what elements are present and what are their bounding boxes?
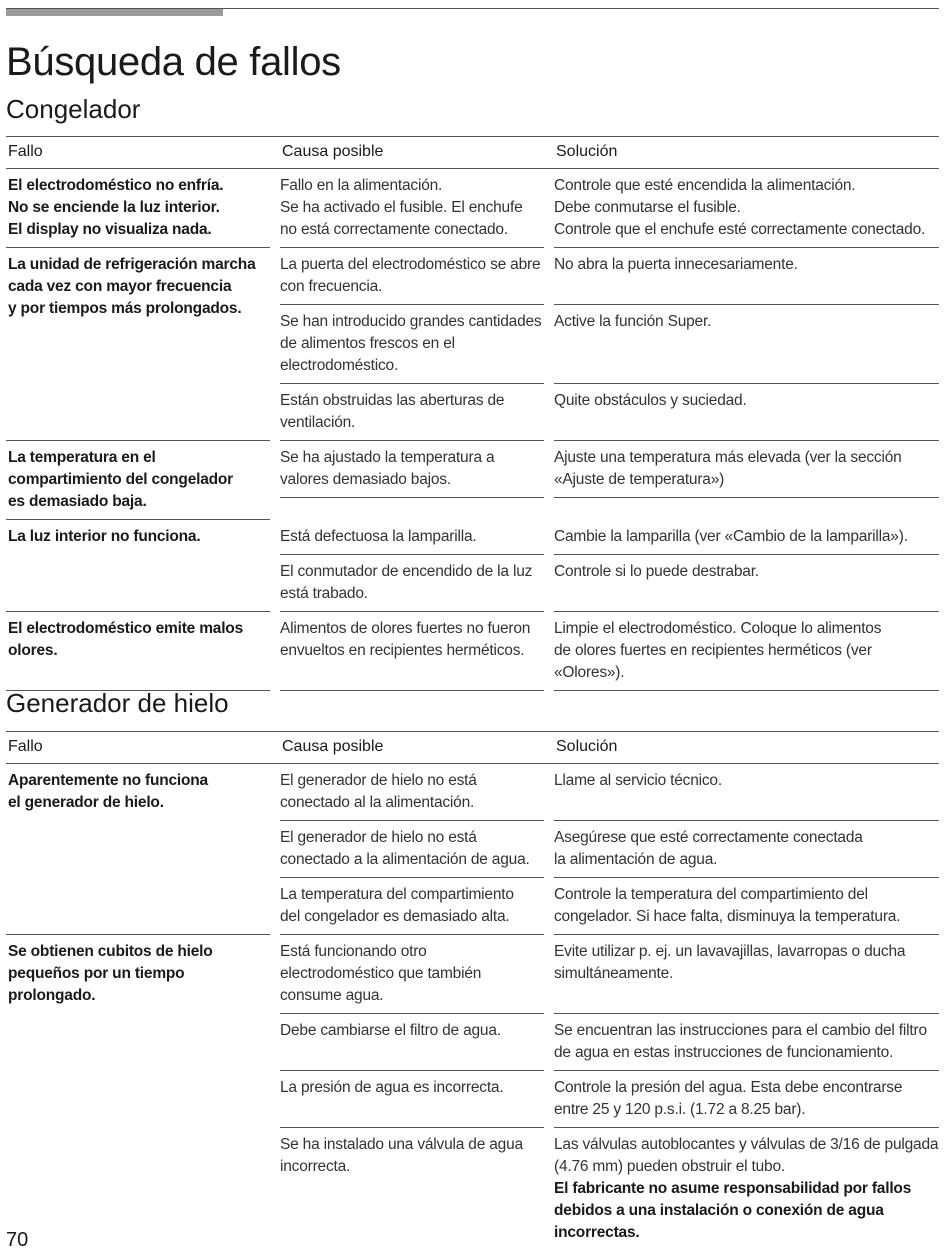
causa-cell: Fallo en la alimentación. Se ha activado el fusible. El enchufe no está correctamente conectado. <box>280 169 544 248</box>
solucion-text: Controle la presión del agua. Esta debe encontrarse entre 25 y 120 p.s.i. (1.72 a 8.25 bar). <box>554 1079 903 1118</box>
fallo-cell: Se obtienen cubitos de hielo pequeños por un tiempo prolongado. <box>8 943 213 1004</box>
fallo-cell: La unidad de refrigeración marcha cada vez con mayor frecuencia y por tiempos más prolongados. <box>6 248 270 441</box>
solucion-text: No abra la puerta innecesariamente. <box>554 256 798 273</box>
solucion-cell <box>554 935 939 1014</box>
header-solucion: Solución <box>556 738 618 755</box>
header-causa: Causa posible <box>282 738 384 755</box>
table-generador-hielo <box>6 731 939 1250</box>
header-fallo: Fallo <box>8 738 43 755</box>
solucion-text: Controle que esté encendida la alimentación. Debe conmutarse el fusible. Controle que el enchufe esté correctamente conectado. <box>554 177 926 238</box>
table-body <box>6 169 939 691</box>
causa-cell: El generador de hielo no está conectado a la alimentación de agua. <box>280 821 544 878</box>
cause-solution-row <box>280 764 939 821</box>
cause-solution-row <box>280 555 939 612</box>
solucion-text: Ajuste una temperatura más elevada (ver la sección «Ajuste de temperatura») <box>554 449 902 488</box>
cause-solution-row <box>280 878 939 935</box>
cause-solution-row <box>280 935 939 1014</box>
solucion-cell <box>554 169 939 248</box>
fallo-cell: El electrodoméstico emite malos olores. <box>6 612 270 691</box>
cause-solution-row <box>280 1014 939 1071</box>
solucion-text: Asegúrese que esté correctamente conectada la alimentación de agua. <box>554 829 863 868</box>
causa-cell: La temperatura del compartimiento del congelador es demasiado alta. <box>280 878 544 935</box>
causa-cell: Está defectuosa la lamparilla. <box>280 520 544 555</box>
causa-cell: El conmutador de encendido de la luz está trabado. <box>280 555 544 612</box>
solucion-text: Controle si lo puede destrabar. <box>554 563 759 580</box>
cause-solution-row <box>280 441 939 498</box>
table-row <box>6 169 939 248</box>
warning-note: El fabricante no asume responsabilidad por fallos debidos a una instalación o conexión de agua incorrectas. <box>554 1180 912 1241</box>
section-title-generador-hielo: Generador de hielo <box>6 688 229 718</box>
causa-cell: Está funcionando otro electrodoméstico que también consume agua. <box>280 935 544 1014</box>
table-congelador <box>6 136 939 691</box>
causa-cell: Alimentos de olores fuertes no fueron envueltos en recipientes herméticos. <box>280 612 544 691</box>
table-row <box>6 441 939 520</box>
solucion-cell <box>554 1071 939 1128</box>
table-header <box>6 731 939 764</box>
fallo-cell: El electrodoméstico no enfría. No se enciende la luz interior. El display no visualiza nada. <box>6 169 270 248</box>
solucion-cell <box>554 520 939 555</box>
causa-cell: El generador de hielo no está conectado al la alimentación. <box>280 764 544 821</box>
solucion-cell <box>554 764 939 821</box>
table-body <box>6 764 939 1250</box>
causa-cell: Se ha instalado una válvula de agua incorrecta. <box>280 1136 523 1175</box>
solucion-text: Llame al servicio técnico. <box>554 772 722 789</box>
cause-solution-row <box>280 305 939 384</box>
solucion-text: Las válvulas autoblocantes y válvulas de 3/16 de pulgada (4.76 mm) pueden obstruir el tubo. <box>554 1136 939 1175</box>
cause-solution-row <box>280 520 939 555</box>
solucion-text: Quite obstáculos y suciedad. <box>554 392 747 409</box>
solucion-cell <box>554 1128 939 1250</box>
section-title-congelador: Congelador <box>6 94 141 124</box>
causa-cell: Se han introducido grandes cantidades de alimentos frescos en el electrodoméstico. <box>280 305 544 384</box>
solucion-text: Active la función Super. <box>554 313 712 330</box>
solucion-cell <box>554 612 939 691</box>
cause-solution-row <box>280 169 939 248</box>
page-number: 70 <box>6 1229 29 1251</box>
table-row <box>6 935 939 1250</box>
cause-solution-row <box>280 384 939 441</box>
table-header <box>6 136 939 169</box>
solucion-cell <box>554 1014 939 1071</box>
solucion-cell <box>554 821 939 878</box>
causa-cell: Se ha ajustado la temperatura a valores demasiado bajos. <box>280 441 544 498</box>
table-row <box>6 612 939 691</box>
cause-solution-row <box>280 612 939 691</box>
header-solucion: Solución <box>556 143 618 160</box>
solucion-cell <box>554 384 939 441</box>
causa-cell: Debe cambiarse el filtro de agua. <box>280 1014 544 1071</box>
solucion-cell <box>554 878 939 935</box>
solucion-cell <box>554 248 939 305</box>
solucion-text: Se encuentran las instrucciones para el cambio del filtro de agua en estas instrucciones de funcionamiento. <box>554 1022 927 1061</box>
cause-solution-row <box>280 1128 939 1250</box>
fallo-cell: Aparentemente no funciona el generador de hielo. <box>6 764 270 935</box>
solucion-cell <box>554 555 939 612</box>
causa-cell: La presión de agua es incorrecta. <box>280 1071 544 1128</box>
fallo-cell: La luz interior no funciona. <box>6 520 270 612</box>
solucion-cell <box>554 441 939 498</box>
solucion-text: Cambie la lamparilla (ver «Cambio de la lamparilla»). <box>554 528 908 545</box>
solucion-text: Controle la temperatura del compartimiento del congelador. Si hace falta, disminuya la temperatura. <box>554 886 901 925</box>
cause-solution-row <box>280 1071 939 1128</box>
table-row <box>6 764 939 935</box>
causa-cell: Están obstruidas las aberturas de ventilación. <box>280 384 544 441</box>
solucion-cell <box>554 305 939 384</box>
top-accent-bar <box>6 9 223 16</box>
solucion-text: Limpie el electrodoméstico. Coloque lo alimentos de olores fuertes en recipientes herméticos (ver «Olores»). <box>554 620 882 681</box>
solucion-text: Evite utilizar p. ej. un lavavajillas, lavarropas o ducha simultáneamente. <box>554 943 906 982</box>
fallo-cell: La temperatura en el compartimiento del congelador es demasiado baja. <box>6 441 270 520</box>
table-row <box>6 520 939 612</box>
cause-solution-row <box>280 248 939 305</box>
table-row <box>6 248 939 441</box>
page-title: Búsqueda de fallos <box>6 40 341 84</box>
header-causa: Causa posible <box>282 143 384 160</box>
header-fallo: Fallo <box>8 143 43 160</box>
cause-solution-row <box>280 821 939 878</box>
causa-cell: La puerta del electrodoméstico se abre con frecuencia. <box>280 248 544 305</box>
